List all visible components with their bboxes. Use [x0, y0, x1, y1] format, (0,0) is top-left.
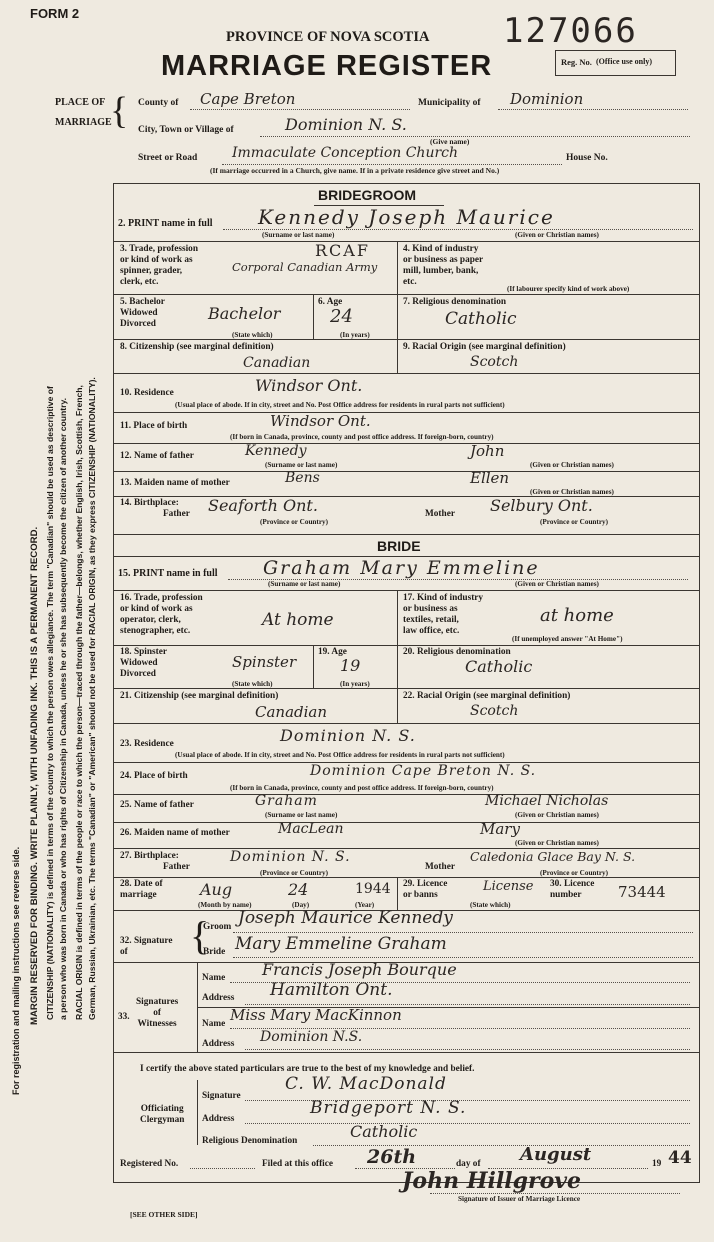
- year-prefix: 19: [652, 1159, 662, 1169]
- bride-birth-hint: (If born in Canada, province, county and post office address. If foreign-born, country): [230, 784, 494, 792]
- reg-no-box: [555, 50, 676, 76]
- licence-state-hint: (State which): [470, 901, 511, 909]
- bride-sig-line: [233, 957, 693, 958]
- witness1-name[interactable]: Francis Joseph Bourque: [262, 960, 457, 979]
- clergy-relig-label: Religious Denomination: [202, 1136, 298, 1146]
- bride-signature[interactable]: Mary Emmeline Graham: [235, 934, 447, 954]
- issuer-sig-line: [430, 1193, 680, 1194]
- groom-father-given[interactable]: John: [470, 442, 505, 460]
- groom-religion[interactable]: Catholic: [445, 309, 517, 329]
- bride-father-given[interactable]: Michael Nicholas: [485, 793, 609, 809]
- marriage-f28-label: 28. Date of marriage: [120, 879, 163, 900]
- bride-f16-label: 16. Trade, profession or kind of work as operator, clerk, stenographer, etc.: [120, 593, 203, 636]
- groom-father-prov-hint: (Province or Country): [260, 518, 329, 526]
- groom-f6-label: 6. Age: [318, 297, 343, 307]
- rule-v1920: [397, 645, 398, 688]
- rule-14: [114, 723, 699, 724]
- clergy-addr-line: [245, 1123, 690, 1124]
- groom-state-hint: (State which): [232, 331, 273, 339]
- place-of-label: PLACE OF: [55, 97, 106, 108]
- registration-number: 127066: [503, 11, 638, 51]
- groom-f3-label: 3. Trade, profession or kind of work as spinner, grader, clerk, etc.: [120, 244, 198, 287]
- witness2-name-label: Name: [202, 1019, 226, 1029]
- rule-v2829: [397, 877, 398, 910]
- rule-19: [114, 877, 699, 878]
- registered-no-line: [190, 1168, 255, 1169]
- rule-v1617: [397, 590, 398, 645]
- bride-father-birthplace[interactable]: Dominion N. S.: [230, 849, 351, 865]
- bride-residence[interactable]: Dominion N. S.: [280, 726, 416, 745]
- street-line: [222, 164, 562, 165]
- form-frame: [113, 183, 700, 1183]
- groom-full-name[interactable]: Kennedy Joseph Maurice: [258, 205, 555, 229]
- groom-age[interactable]: 24: [330, 306, 353, 327]
- witness2-address[interactable]: Dominion N.S.: [260, 1029, 363, 1045]
- bride-f18-label: 18. Spinster Widowed Divorced: [120, 647, 168, 679]
- groom-birthplace[interactable]: Windsor Ont.: [270, 412, 371, 430]
- rule-8: [114, 471, 699, 472]
- bride-mother-given[interactable]: Mary: [480, 820, 520, 838]
- groom-given-hint: (Given or Christian names): [515, 231, 599, 239]
- bride-industry[interactable]: at home: [540, 605, 614, 626]
- bride-father-surname[interactable]: Graham: [255, 793, 318, 809]
- clergy-religion[interactable]: Catholic: [350, 1122, 418, 1141]
- rule-5: [114, 373, 699, 374]
- groom-f13-label: 13. Maiden name of mother: [120, 478, 230, 488]
- witness1-addr-label: Address: [202, 993, 235, 1003]
- marriage-month[interactable]: Aug: [200, 880, 233, 899]
- bride-f17-label: 17. Kind of industry or business as textiles, retail, law office, etc.: [403, 593, 484, 636]
- form-number: FORM 2: [30, 6, 80, 21]
- groom-sig-label: Groom: [203, 922, 232, 932]
- marriage-day[interactable]: 24: [288, 880, 309, 899]
- bride-mother-given-hint: (Given or Christian names): [515, 839, 599, 847]
- county-line: [190, 109, 410, 110]
- bride-citizenship[interactable]: Canadian: [255, 703, 328, 721]
- bride-top-rule: [114, 534, 699, 535]
- bride-age[interactable]: 19: [340, 656, 361, 675]
- rule-16: [114, 794, 699, 795]
- bride-f17-hint: (If unemployed answer "At Home"): [512, 635, 623, 643]
- bride-mother-prov-hint: (Province or Country): [540, 869, 609, 877]
- margin-line-1: For registration and mailing instructions see reverse side.: [11, 846, 21, 1095]
- groom-father-label: Father: [163, 509, 190, 519]
- witness1-address[interactable]: Hamilton Ont.: [270, 980, 393, 1000]
- groom-f12-label: 12. Name of father: [120, 451, 194, 461]
- bride-father-surname-hint: (Surname or last name): [265, 811, 338, 819]
- rule-4: [114, 339, 699, 340]
- marriage-f30-label: 30. Licence number: [550, 879, 595, 900]
- witness2-addr-label: Address: [202, 1039, 235, 1049]
- groom-f8-label: 8. Citizenship (see marginal definition): [120, 342, 274, 352]
- rule-3: [114, 294, 699, 295]
- municipality-label: Municipality of: [418, 98, 481, 108]
- rule-v56: [313, 294, 314, 339]
- marriage-year-hint: (Year): [355, 901, 375, 909]
- witness2-name[interactable]: Miss Mary MacKinnon: [230, 1006, 402, 1024]
- city-label: City, Town or Village of: [138, 125, 234, 135]
- witness1-addr-line: [245, 1004, 690, 1005]
- marriage-f29-label: 29. Licence or banns: [403, 879, 448, 900]
- rule-7: [114, 443, 699, 444]
- clergy-signature[interactable]: C. W. MacDonald: [285, 1074, 447, 1094]
- groom-trade-a[interactable]: RCAF: [315, 241, 370, 260]
- groom-surname-hint: (Surname or last name): [262, 231, 335, 239]
- registered-no-label: Registered No.: [120, 1159, 179, 1169]
- bride-f15-label: 15. PRINT name in full: [118, 568, 218, 579]
- rule-22: [114, 1052, 699, 1053]
- filed-year[interactable]: 44: [668, 1148, 692, 1168]
- marriage-day-hint: (Day): [292, 901, 310, 909]
- groom-father-birthplace[interactable]: Seaforth Ont.: [208, 496, 318, 515]
- bride-surname-hint: (Surname or last name): [268, 580, 341, 588]
- rule-9: [114, 496, 699, 497]
- margin-line-2: MARGIN RESERVED FOR BINDING. WRITE PLAINLY, WITH UNFADING INK. THIS IS A PERMANENT RECORD.: [29, 526, 40, 1025]
- bride-state-hint: (State which): [232, 680, 273, 688]
- county-value[interactable]: Cape Breton: [200, 90, 296, 108]
- county-label: County of: [138, 98, 179, 108]
- groom-f5-label: 5. Bachelor Widowed Divorced: [120, 297, 165, 329]
- bride-years-hint: (In years): [340, 680, 370, 688]
- groom-mother-birthplace[interactable]: Selbury Ont.: [490, 496, 593, 515]
- groom-f4-hint: (If labourer specify kind of work above): [507, 285, 630, 293]
- give-name-hint: (Give name): [430, 137, 470, 146]
- bride-given-hint: (Given or Christian names): [515, 580, 599, 588]
- groom-racial[interactable]: Scotch: [470, 354, 519, 370]
- groom-f2-label: 2. PRINT name in full: [118, 218, 213, 229]
- clergy-addr-label: Address: [202, 1114, 235, 1124]
- rule-17: [114, 822, 699, 823]
- house-no-label: House No.: [566, 153, 608, 163]
- groom-residence[interactable]: Windsor Ont.: [255, 376, 363, 395]
- groom-f9-label: 9. Racial Origin (see marginal definition): [403, 342, 566, 352]
- bride-f27-label: 27. Birthplace:: [120, 851, 179, 861]
- bride-f22-label: 22. Racial Origin (see marginal definition): [403, 691, 571, 701]
- groom-status[interactable]: Bachelor: [208, 304, 281, 323]
- bride-father-given-hint: (Given or Christian names): [515, 811, 599, 819]
- bride-status[interactable]: Spinster: [232, 653, 297, 671]
- municipality-line: [498, 109, 688, 110]
- rule-v2122: [397, 688, 398, 723]
- marriage-year[interactable]: 1944: [355, 881, 391, 897]
- issuer-signature[interactable]: John Hillgrove: [402, 1168, 582, 1194]
- city-value[interactable]: Dominion N. S.: [285, 115, 407, 134]
- groom-mother-given[interactable]: Ellen: [470, 469, 510, 487]
- clergy-label: Officiating Clergyman: [140, 1104, 185, 1125]
- rule-13: [114, 688, 699, 689]
- rule-6: [114, 412, 699, 413]
- groom-birth-hint: (If born in Canada, province, county and post office address. If foreign-born, country): [230, 433, 494, 441]
- municipality-value[interactable]: Dominion: [510, 90, 584, 108]
- margin-line-4: a person who was born in Canada or who has rights of Citizenship in Canada, unless he or she has subsequently become the citizen of another country.: [58, 397, 68, 1020]
- bride-heading: BRIDE: [377, 538, 421, 554]
- bride-res-hint: (Usual place of abode. If in city, street and No. Post Office address for residents in rural parts not sufficient): [175, 751, 505, 759]
- bride-birthplace[interactable]: Dominion Cape Breton N. S.: [310, 763, 537, 779]
- see-other-side: [SEE OTHER SIDE]: [130, 1210, 198, 1219]
- rule-v34: [397, 241, 398, 294]
- sig-brace-icon: {: [190, 913, 210, 958]
- bride-f23-label: 23. Residence: [120, 739, 174, 749]
- margin-line-5: RACIAL ORIGIN is defined in terms of the people or race to which the person—traced through the father—belongs, whether English, Irish, Scottish, French,: [74, 385, 84, 1020]
- groom-f14-label: 14. Birthplace:: [120, 498, 179, 508]
- rule-2: [114, 241, 699, 242]
- city-line: [260, 136, 690, 137]
- clergy-address[interactable]: Bridgeport N. S.: [310, 1098, 467, 1118]
- reg-no-hint: (Office use only): [596, 57, 652, 66]
- day-of-label: day of: [456, 1159, 481, 1169]
- groom-trade-b[interactable]: Corporal Canadian Army: [232, 260, 378, 274]
- issuer-label: Signature of Issuer of Marriage Licence: [458, 1195, 581, 1203]
- rule-v89: [397, 339, 398, 373]
- margin-line-3: CITIZENSHIP (NATIONALITY) is defined in terms of the country to which the person owes allegiance. The term "Canadian" should be used as descriptive of: [45, 386, 55, 1020]
- place-note: (If marriage occurred in a Church, give name. If in a private residence give street and No.): [210, 166, 500, 175]
- street-label: Street or Road: [138, 153, 198, 163]
- sig-f33-label: 33.: [118, 1012, 130, 1022]
- groom-f10-label: 10. Residence: [120, 388, 174, 398]
- bride-f26-label: 26. Maiden name of mother: [120, 828, 230, 838]
- certify-text: I certify the above stated particulars are true to the best of my knowledge and belief.: [140, 1064, 475, 1074]
- witness1-name-label: Name: [202, 973, 226, 983]
- groom-years-hint: (In years): [340, 331, 370, 339]
- bridegroom-heading: BRIDEGROOM: [318, 187, 416, 203]
- licence-type[interactable]: License: [483, 879, 534, 894]
- bride-f20-label: 20. Religious denomination: [403, 647, 511, 657]
- filed-day[interactable]: 26th: [367, 1146, 417, 1168]
- groom-father-surname[interactable]: Kennedy: [245, 443, 307, 459]
- licence-number[interactable]: 73444: [618, 883, 666, 901]
- groom-res-hint: (Usual place of abode. If in city, street and No. Post Office address for residents in rural parts not sufficient): [175, 401, 505, 409]
- rule-11: [114, 590, 699, 591]
- marriage-month-hint: (Month by name): [198, 901, 252, 909]
- street-value[interactable]: Immaculate Conception Church: [232, 145, 459, 161]
- groom-f7-label: 7. Religious denomination: [403, 297, 507, 307]
- reg-no-label: Reg. No.: [561, 57, 592, 67]
- groom-signature[interactable]: Joseph Maurice Kennedy: [238, 908, 453, 928]
- bride-trade[interactable]: At home: [262, 610, 334, 630]
- margin-line-6: German, Russian, Ukrainian, etc. The terms "Canadian" or "American" should not be used for RACIAL ORIGIN, as they express CITIZENSHIP (NATIONALITY).: [87, 377, 97, 1020]
- clergy-sig-label: Signature: [202, 1091, 241, 1101]
- groom-father-given-hint: (Given or Christian names): [530, 461, 614, 469]
- register-title: MARRIAGE REGISTER: [161, 50, 493, 82]
- filed-month[interactable]: August: [520, 1144, 592, 1165]
- filed-label: Filed at this office: [262, 1159, 334, 1169]
- groom-f11-label: 11. Place of birth: [120, 421, 188, 431]
- witness2-addr-line: [245, 1049, 690, 1050]
- bride-mother-surname[interactable]: MacLean: [278, 821, 344, 837]
- groom-mother-given-hint: (Given or Christian names): [530, 488, 614, 496]
- rule-v1819: [313, 645, 314, 688]
- groom-mother-label: Mother: [425, 509, 455, 519]
- marriage-label: MARRIAGE: [55, 117, 112, 128]
- sig-f32-label: 32. Signature of: [120, 936, 173, 957]
- groom-mother-prov-hint: (Province or Country): [540, 518, 609, 526]
- witness-label: Signatures of Witnesses: [136, 997, 179, 1029]
- bride-f25-label: 25. Name of father: [120, 800, 194, 810]
- place-brace-icon: {: [110, 90, 129, 132]
- bride-mother-label: Mother: [425, 862, 455, 872]
- bride-father-prov-hint: (Province or Country): [260, 869, 329, 877]
- bride-sig-label: Bride: [203, 947, 226, 957]
- bride-mother-birthplace[interactable]: Caledonia Glace Bay N. S.: [470, 849, 636, 864]
- bride-father-label: Father: [163, 862, 190, 872]
- bride-f21-label: 21. Citizenship (see marginal definition): [120, 691, 279, 701]
- clergy-rule-v: [197, 1080, 198, 1145]
- rule-12: [114, 645, 699, 646]
- groom-citizenship[interactable]: Canadian: [243, 355, 311, 371]
- province-heading: PROVINCE OF NOVA SCOTIA: [226, 29, 430, 45]
- groom-name-line: [223, 229, 693, 230]
- groom-mother-surname[interactable]: Bens: [285, 470, 320, 486]
- groom-father-surname-hint: (Surname or last name): [265, 461, 338, 469]
- bride-racial[interactable]: Scotch: [470, 703, 519, 719]
- bride-f19-label: 19. Age: [318, 647, 347, 657]
- groom-sig-line: [233, 932, 693, 933]
- bride-religion[interactable]: Catholic: [465, 657, 533, 676]
- bride-full-name[interactable]: Graham Mary Emmeline: [263, 557, 540, 579]
- groom-f4-label: 4. Kind of industry or business as paper mill, lumber, bank, etc.: [403, 244, 484, 287]
- rule-v67: [397, 294, 398, 339]
- bride-f24-label: 24. Place of birth: [120, 771, 188, 781]
